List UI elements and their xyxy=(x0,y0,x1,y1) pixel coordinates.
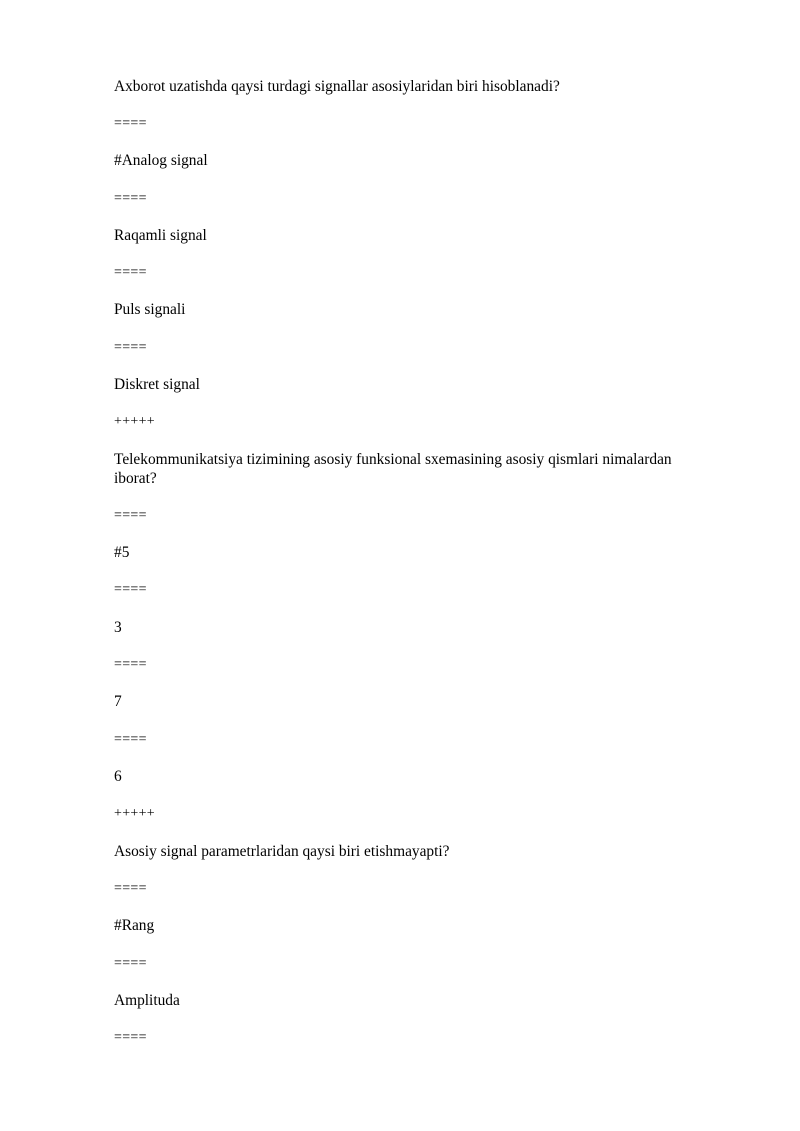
answer-option: #5 xyxy=(114,544,130,561)
option-separator: ==== xyxy=(114,508,147,523)
answer-option: Raqamli signal xyxy=(114,227,207,244)
option-separator: ==== xyxy=(114,881,147,896)
answer-option: #Analog signal xyxy=(114,152,208,169)
answer-option: Amplituda xyxy=(114,992,180,1009)
answer-option: 3 xyxy=(114,619,122,636)
answer-option: 6 xyxy=(114,768,122,785)
question-text: Telekommunikatsiya tizimining asosiy funksional sxemasining asosiy qismlari nimalardan iborat? xyxy=(114,451,672,487)
answer-option: 7 xyxy=(114,693,122,710)
option-separator: ==== xyxy=(114,732,147,747)
option-separator: ==== xyxy=(114,582,147,597)
answer-option: Puls signali xyxy=(114,301,186,318)
question-text: Asosiy signal parametrlaridan qaysi biri etishmayapti? xyxy=(114,843,450,860)
option-separator: ==== xyxy=(114,1030,147,1045)
option-separator: ==== xyxy=(114,116,147,131)
question-separator: +++++ xyxy=(114,414,155,429)
question-separator: +++++ xyxy=(114,806,155,821)
option-separator: ==== xyxy=(114,265,147,280)
option-separator: ==== xyxy=(114,340,147,355)
answer-option: Diskret signal xyxy=(114,376,200,393)
question-text: Axborot uzatishda qaysi turdagi signallar asosiylaridan biri hisoblanadi? xyxy=(114,78,560,95)
answer-option: #Rang xyxy=(114,917,155,934)
option-separator: ==== xyxy=(114,191,147,206)
option-separator: ==== xyxy=(114,657,147,672)
option-separator: ==== xyxy=(114,956,147,971)
